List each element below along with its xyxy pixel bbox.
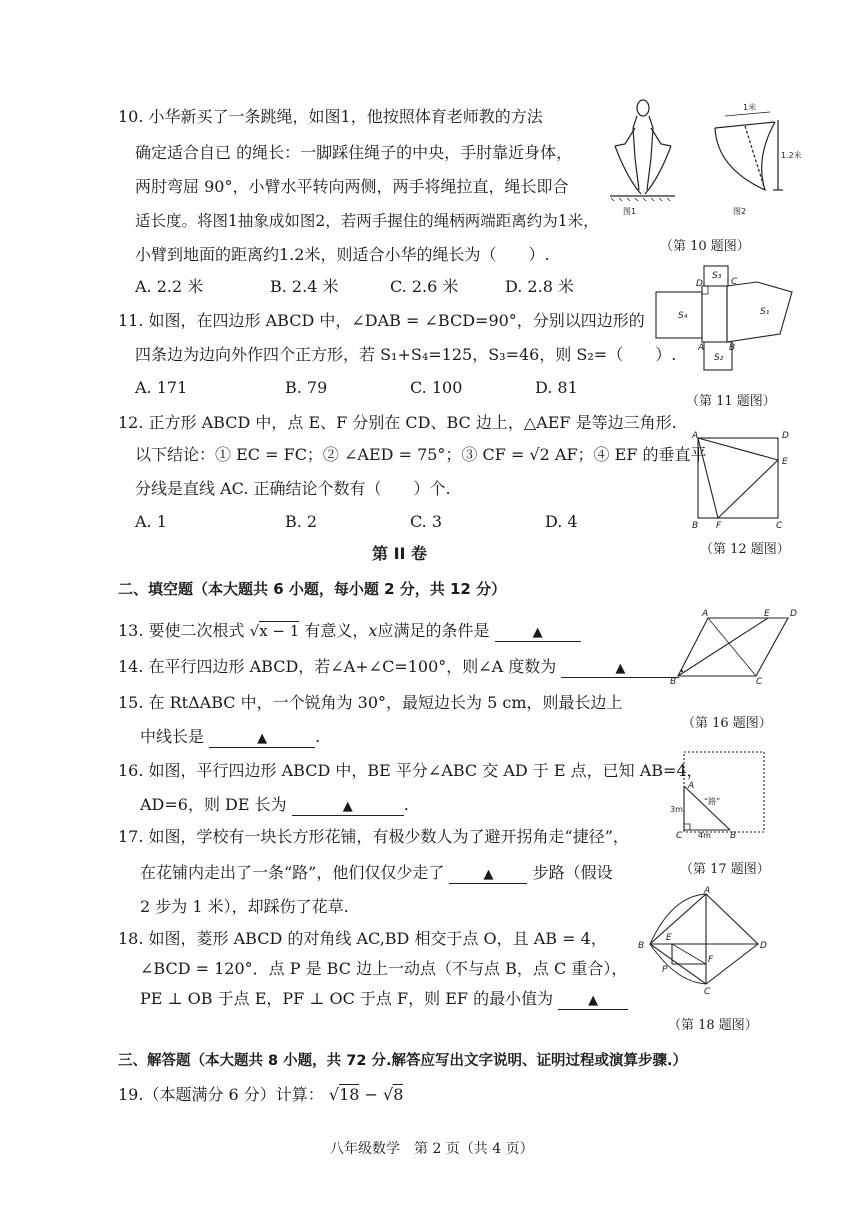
q12-point-a: A xyxy=(692,431,699,441)
q18-point-f: F xyxy=(708,955,714,965)
s3-label: S₃ xyxy=(712,271,722,281)
person-jump-rope-drawing xyxy=(610,100,675,201)
q12-point-c: C xyxy=(776,521,783,531)
q12-line-2: 以下结论：① EC = FC；② ∠AED = 75°；③ CF = √2 AF；④ EF 的垂直平 xyxy=(135,445,707,464)
q16-line-1: 16. 如图，平行四边形 ABCD 中，BE 平分∠ABC 交 AD 于 E 点，已知 AB=4， xyxy=(118,761,703,780)
q14-text: 14. 在平行四边形 ABCD，若∠A+∠C=100°，则∠A 度数为 xyxy=(118,657,557,676)
q16-point-a: A xyxy=(702,609,709,619)
q13-radical: √x − 1 xyxy=(249,622,300,640)
q15-end: . xyxy=(315,727,321,746)
s2-label: S₂ xyxy=(714,353,724,363)
q12-option-b: B. 2 xyxy=(285,512,318,531)
q10-option-d: D. 2.8 米 xyxy=(505,277,574,296)
q15-line-1: 15. 在 RtΔABC 中，一个锐角为 30°，最短边长为 5 cm，则最长边上 xyxy=(118,693,623,712)
q17-answer-blank[interactable]: ▲ xyxy=(449,867,527,884)
q13-radicand: x − 1 xyxy=(259,622,300,640)
q18-answer-blank[interactable]: ▲ xyxy=(558,993,628,1010)
q12-line-1: 12. 正方形 ABCD 中，点 E、F 分别在 CD、BC 边上，△AEF 是等边三角形. xyxy=(118,413,677,432)
q17-line-3: 2 步为 1 米），却踩伤了花草. xyxy=(140,897,349,916)
fig2-side-label: 1.2米 xyxy=(781,151,802,160)
q14-answer-blank[interactable]: ▲ xyxy=(561,661,679,678)
q10-line-4: 适长度。将图1抽象成如图2，若两手握住的绳柄两端距离约为1米， xyxy=(135,212,599,230)
q19-minus: − xyxy=(359,1085,384,1104)
q16-line-2 xyxy=(140,794,409,816)
q18-text: PE ⊥ OB 于点 E，PF ⊥ OC 于点 F，则 EF 的最小值为 xyxy=(140,989,554,1008)
q18-point-p: P xyxy=(662,965,668,975)
q11-point-b: B xyxy=(729,343,736,353)
q12-point-f: F xyxy=(716,521,722,531)
q17-point-b: B xyxy=(730,831,737,838)
q18-figure xyxy=(632,886,772,996)
rope-diagram xyxy=(715,112,783,190)
q16-end: . xyxy=(403,795,409,814)
q16-point-b: B xyxy=(670,677,677,684)
q17-caption: （第 17 题图） xyxy=(680,862,770,877)
q10-option-b: B. 2.4 米 xyxy=(270,277,339,296)
section-3-heading: 三、解答题（本大题共 8 小题，共 72 分.解答应写出文字说明、证明过程或演算步骤.） xyxy=(118,1053,687,1069)
fig2-label: 图2 xyxy=(733,207,747,216)
q11-line-2: 四条边为边向外作四个正方形，若 S₁+S₄=125，S₃=46，则 S₂=（ ）. xyxy=(135,345,677,364)
q12-option-a: A. 1 xyxy=(135,512,167,531)
q14-end: . xyxy=(679,657,685,676)
q10-line-3: 两肘弯屈 90°，小臂水平转向两侧，两手将绳拉直，绳长即合 xyxy=(135,177,569,196)
q11-caption: （第 11 题图） xyxy=(686,394,776,409)
q10-line-2: 确定适合自已 的绳长：一脚踩住绳子的中央，手肘靠近身体， xyxy=(135,143,573,162)
q16-caption: （第 16 题图） xyxy=(682,716,772,731)
s4-label: S₄ xyxy=(678,311,688,321)
q12-option-c: C. 3 xyxy=(410,512,443,531)
q12-point-d: D xyxy=(782,431,789,441)
q13 xyxy=(118,620,581,642)
q19-radical-2: √8 xyxy=(383,1085,404,1104)
q12-caption: （第 12 题图） xyxy=(700,542,790,557)
q11-option-a: A. 171 xyxy=(135,378,188,397)
q17-line-2 xyxy=(140,862,613,884)
q11-point-d: D xyxy=(696,279,703,289)
q11-option-d: D. 81 xyxy=(535,378,578,397)
q18-point-c: C xyxy=(704,987,711,996)
q13-text-pre: 13. 要使二次根式 xyxy=(118,621,245,640)
s1-label: S₁ xyxy=(760,307,770,317)
q19-text: 19.（本题满分 6 分）计算： xyxy=(118,1085,324,1104)
q15-text: 中线长是 xyxy=(140,727,205,746)
q14 xyxy=(118,656,685,678)
q10-line-5: 小臂到地面的距离约1.2米，则适合小华的绳长为（ ）. xyxy=(135,245,550,264)
q17-line-1: 17. 如图，学校有一块长方形花铺，有极少数人为了避开拐角走“捷径”， xyxy=(118,827,629,846)
q15-line-2 xyxy=(140,726,320,748)
q10-caption: （第 10 题图） xyxy=(660,239,750,254)
q12-line-3: 分线是直线 AC. 正确结论个数有（ ）个. xyxy=(135,479,451,498)
q19 xyxy=(118,1084,403,1106)
q17-text-post: 步路（假设 xyxy=(532,863,613,882)
q18-point-e: E xyxy=(666,933,672,943)
q18-line-2: ∠BCD = 120°．点 P 是 BC 边上一动点（不与点 B，点 C 重合）， xyxy=(140,959,628,978)
q10-line-1: 10. 小华新买了一条跳绳，如图1，他按照体育老师教的方法 xyxy=(118,107,543,126)
q18-point-b: B xyxy=(638,941,645,951)
q17-height-label: 3m xyxy=(670,805,683,814)
q10-option-c: C. 2.6 米 xyxy=(390,277,459,296)
q18-point-a: A xyxy=(704,886,711,896)
q11-line-1: 11. 如图，在四边形 ABCD 中，∠DAB = ∠BCD=90°，分别以四边形的 xyxy=(118,311,645,330)
q11-option-b: B. 79 xyxy=(285,378,328,397)
q18-caption: （第 18 题图） xyxy=(668,1018,758,1033)
page-footer: 八年级数学 第 2 页（共 4 页） xyxy=(330,1141,534,1157)
q16-point-d: D xyxy=(790,609,797,619)
q19-radicand-1: 18 xyxy=(339,1085,360,1104)
q16-text: AD=6，则 DE 长为 xyxy=(140,795,287,814)
q11-point-a: A xyxy=(698,343,705,353)
q16-point-c: C xyxy=(756,677,763,684)
q11-figure xyxy=(652,264,802,376)
q18-point-d: D xyxy=(760,941,767,951)
q16-figure xyxy=(668,604,803,684)
q17-point-c: C xyxy=(676,831,683,838)
q17-text-pre: 在花铺内走出了一条“路”，他们仅仅少走了 xyxy=(140,863,445,882)
q10-option-a: A. 2.2 米 xyxy=(135,277,204,296)
section-2-title: 第 II 卷 xyxy=(372,544,428,563)
q17-figure xyxy=(660,746,770,838)
q18-line-3 xyxy=(140,988,628,1010)
q11-option-c: C. 100 xyxy=(410,378,463,397)
q13-text-mid: 有意义， xyxy=(304,621,369,640)
q17-point-a: A xyxy=(688,781,695,791)
fig2-top-label: 1米 xyxy=(743,103,757,112)
q10-figure xyxy=(605,98,805,223)
q12-figure xyxy=(688,430,798,532)
q13-variable: x xyxy=(368,621,378,640)
q18-line-1: 18. 如图，菱形 ABCD 的对角线 AC,BD 相交于点 O，且 AB = 4， xyxy=(118,929,607,948)
q12-point-e: E xyxy=(782,457,788,467)
q19-radicand-2: 8 xyxy=(393,1085,404,1104)
q16-point-e: E xyxy=(764,609,770,619)
q15-answer-blank[interactable]: ▲ xyxy=(209,731,315,748)
q19-radical-1: √18 xyxy=(328,1085,360,1104)
q17-road-label: “路” xyxy=(704,797,721,806)
section-2-heading: 二、填空题（本大题共 6 小题，每小题 2 分，共 12 分） xyxy=(118,580,507,598)
q13-text-post: 应满足的条件是 xyxy=(377,621,490,640)
fig1-label: 图1 xyxy=(623,207,637,216)
q12-option-d: D. 4 xyxy=(545,512,578,531)
q13-answer-blank[interactable]: ▲ xyxy=(495,625,581,642)
q16-answer-blank[interactable]: ▲ xyxy=(292,799,404,816)
q11-point-c: C xyxy=(731,277,738,287)
q17-width-label: 4m xyxy=(698,831,711,838)
q12-point-b: B xyxy=(692,521,699,531)
